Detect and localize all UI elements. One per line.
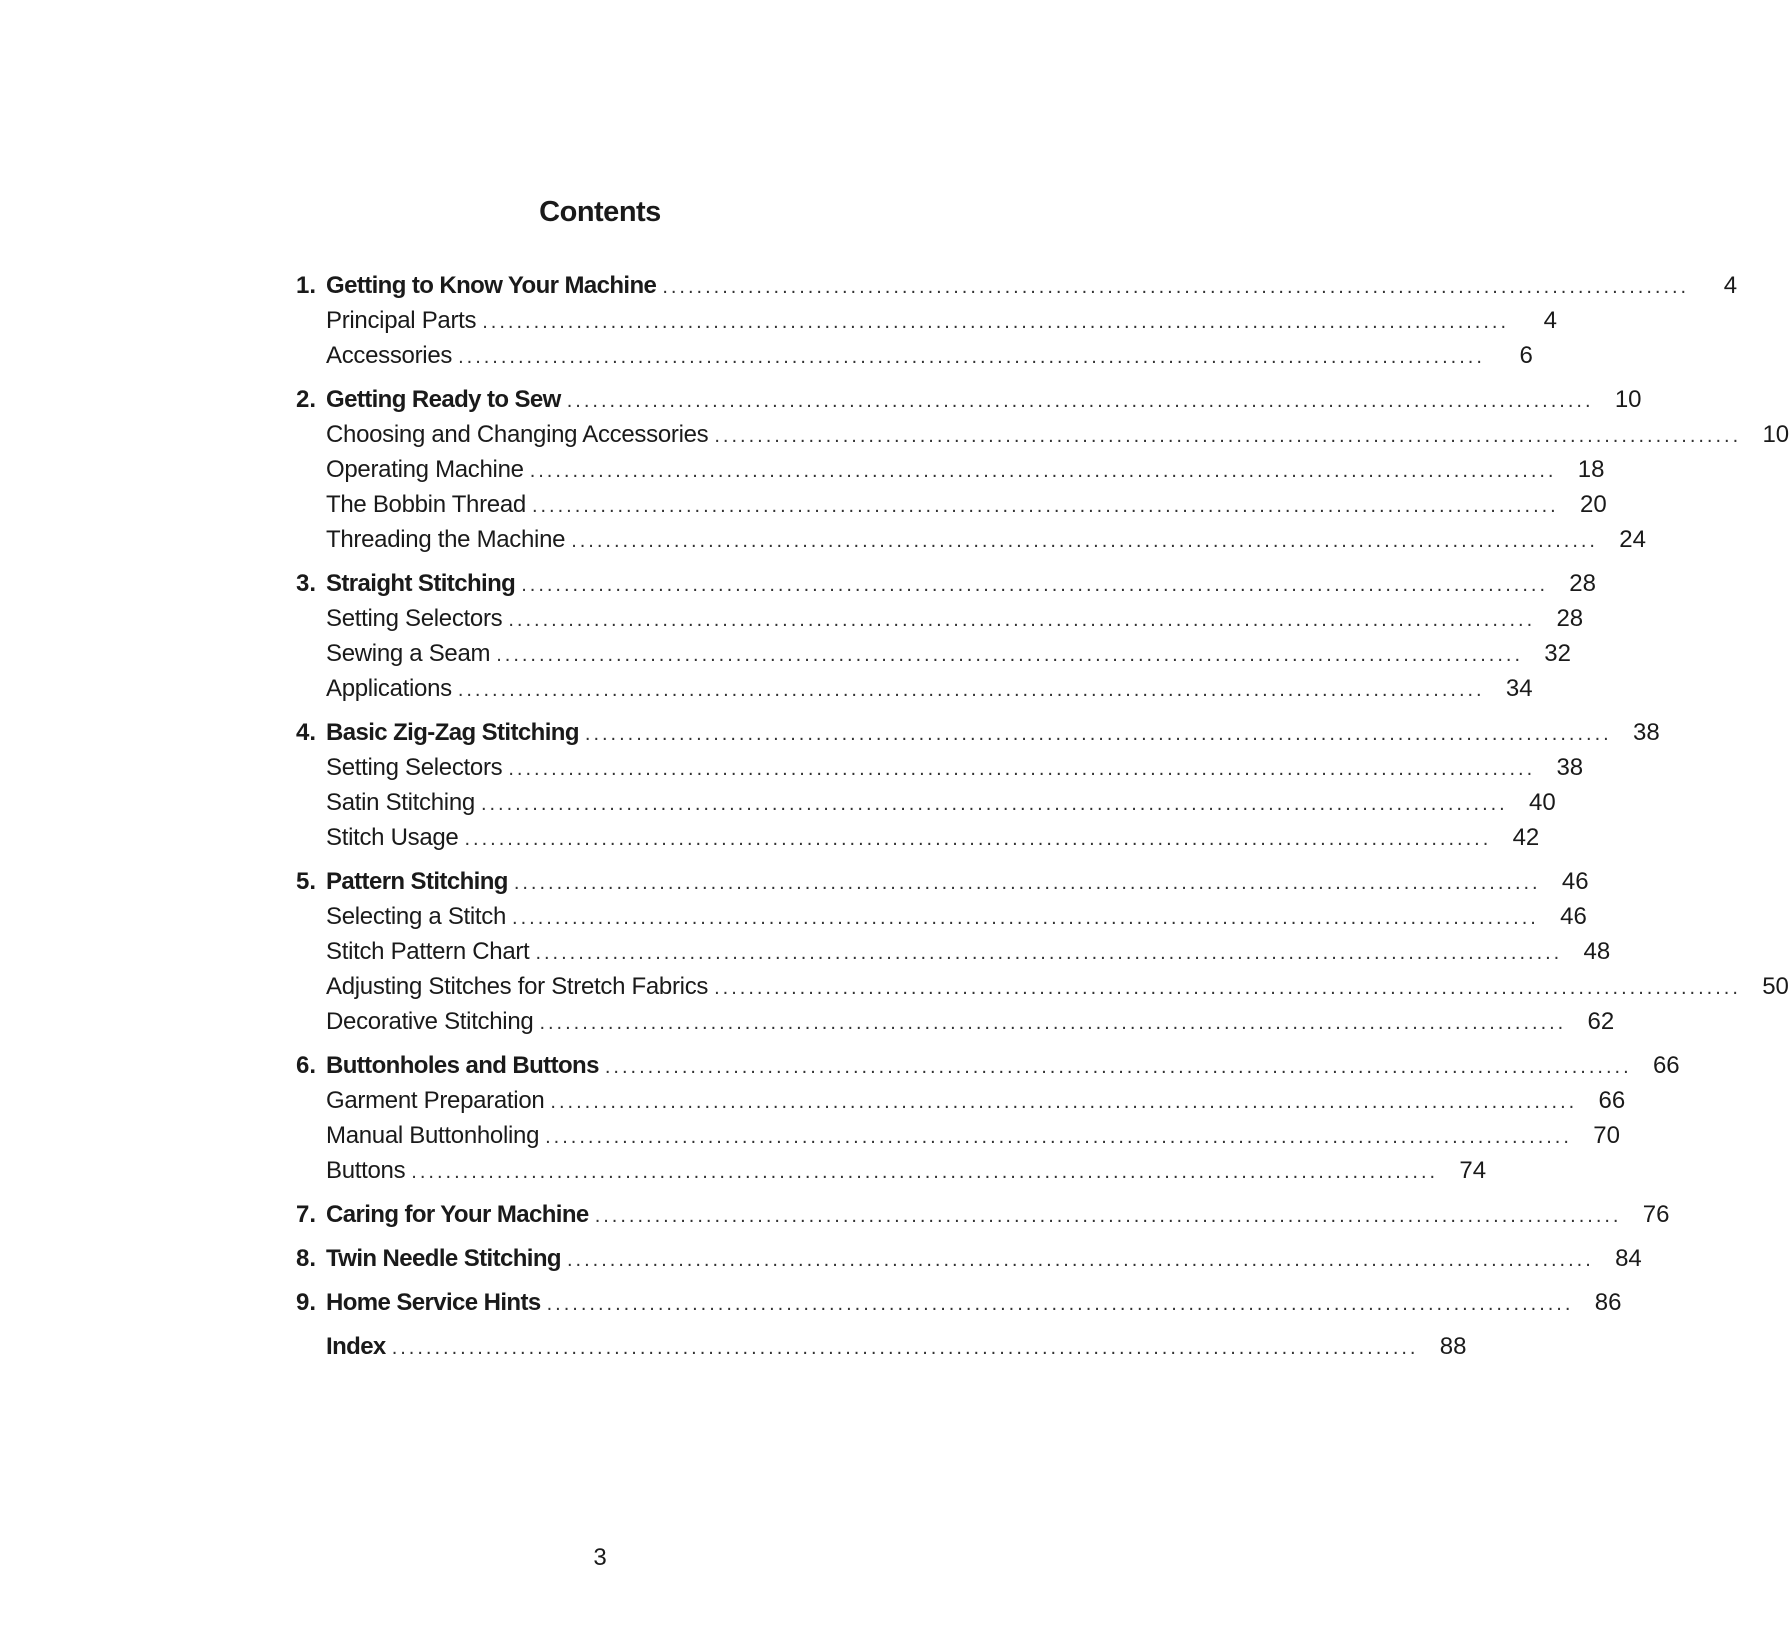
page-ref: 46 [1560, 903, 1587, 930]
dot-leader: ........................................................................................................................ [545, 1126, 1572, 1148]
subsection-title: Threading the Machine [326, 522, 571, 557]
section-number: 7. [296, 1201, 317, 1228]
page-ref: 28 [1569, 570, 1596, 597]
table-of-contents [296, 268, 1789, 1373]
page-ref: 34 [1505, 675, 1533, 702]
toc-section [296, 864, 1789, 1039]
page-ref: 40 [1529, 789, 1556, 816]
dot-leader: ........................................................................................................................ [714, 425, 1742, 447]
section-title: Getting Ready to Sew [326, 382, 567, 417]
toc-entry-section[interactable] [296, 382, 1642, 417]
dot-leader: ........................................................................................................................ [662, 276, 1690, 298]
toc-section [296, 1329, 1467, 1364]
dot-leader: ........................................................................................................................ [513, 872, 1541, 894]
toc-entry-section[interactable] [296, 1285, 1622, 1320]
section-number: 3. [296, 570, 317, 597]
dot-leader: ........................................................................................................................ [566, 1249, 1594, 1271]
page-ref: 10 [1614, 386, 1642, 413]
toc-entry-subsection[interactable] [296, 522, 1646, 557]
page-ref: 38 [1632, 719, 1660, 746]
toc-entry-subsection[interactable] [296, 934, 1611, 969]
subsection-title: Principal Parts [326, 303, 482, 338]
toc-entry-section[interactable] [296, 268, 1738, 303]
toc-entry-subsection[interactable] [296, 303, 1558, 338]
dot-leader: ........................................................................................................................ [604, 1056, 1632, 1078]
subsection-title: Setting Selectors [326, 750, 508, 785]
toc-entry-section[interactable] [296, 1197, 1670, 1232]
dot-leader: ........................................................................................................................ [535, 942, 1563, 964]
dot-leader: ........................................................................................................................ [508, 609, 1536, 631]
dot-leader: ........................................................................................................................ [571, 530, 1598, 552]
toc-entry-index[interactable] [296, 1329, 1467, 1364]
dot-leader: ........................................................................................................................ [521, 574, 1548, 596]
section-title: Getting to Know Your Machine [326, 268, 662, 303]
section-title: Pattern Stitching [326, 864, 514, 899]
subsection-title: The Bobbin Thread [326, 487, 532, 522]
section-title: Straight Stitching [326, 566, 521, 601]
subsection-title: Applications [326, 671, 458, 706]
section-number: 1. [296, 272, 317, 299]
page-ref: 18 [1577, 456, 1605, 483]
page-title: Contents [539, 196, 661, 228]
toc-entry-subsection[interactable] [296, 969, 1789, 1004]
toc-entry-subsection[interactable] [296, 1083, 1626, 1118]
page-ref: 38 [1556, 754, 1584, 781]
dot-leader: ........................................................................................................................ [531, 495, 1559, 517]
subsection-title: Operating Machine [326, 452, 530, 487]
dot-leader: ........................................................................................................................ [566, 390, 1594, 412]
subsection-title: Accessories [326, 338, 458, 373]
subsection-title: Stitch Usage [326, 820, 464, 855]
dot-leader: ........................................................................................................................ [594, 1205, 1622, 1227]
toc-entry-subsection[interactable] [296, 487, 1607, 522]
toc-entry-subsection[interactable] [296, 1118, 1620, 1153]
toc-entry-subsection[interactable] [296, 785, 1556, 820]
dot-leader: ........................................................................................................................ [411, 1161, 1439, 1183]
page-ref: 4 [1543, 307, 1558, 334]
dot-leader: ........................................................................................................................ [546, 1293, 1574, 1315]
section-number: 5. [296, 868, 317, 895]
dot-leader: ........................................................................................................................ [584, 723, 1612, 745]
dot-leader: ........................................................................................................................ [457, 679, 1485, 701]
toc-section [296, 566, 1596, 706]
section-number: 9. [296, 1289, 317, 1316]
page-ref: 66 [1598, 1087, 1626, 1114]
section-title: Caring for Your Machine [326, 1197, 595, 1232]
toc-entry-subsection[interactable] [296, 601, 1584, 636]
subsection-title: Sewing a Seam [326, 636, 496, 671]
toc-entry-subsection[interactable] [296, 636, 1571, 671]
page-ref: 74 [1459, 1157, 1487, 1184]
toc-entry-section[interactable] [296, 1048, 1680, 1083]
section-title: Home Service Hints [326, 1285, 547, 1320]
page-ref: 88 [1439, 1333, 1467, 1360]
toc-entry-subsection[interactable] [296, 338, 1533, 373]
subsection-title: Adjusting Stitches for Stretch Fabrics [326, 969, 714, 1004]
toc-entry-subsection[interactable] [296, 820, 1540, 855]
page-ref: 24 [1619, 526, 1646, 553]
toc-section [296, 715, 1660, 855]
dot-leader: ........................................................................................................................ [482, 311, 1510, 333]
dot-leader: ........................................................................................................................ [550, 1091, 1578, 1113]
page-ref: 28 [1556, 605, 1584, 632]
page-ref: 66 [1652, 1052, 1680, 1079]
page-ref: 4 [1723, 272, 1738, 299]
dot-leader: ........................................................................................................................ [508, 758, 1536, 780]
page-number: 3 [593, 1544, 607, 1571]
page-ref: 76 [1642, 1201, 1670, 1228]
subsection-title: Satin Stitching [326, 785, 481, 820]
subsection-title: Choosing and Changing Accessories [326, 417, 714, 452]
dot-leader: ........................................................................................................................ [458, 346, 1485, 368]
page-ref: 62 [1587, 1008, 1615, 1035]
page-ref: 86 [1594, 1289, 1622, 1316]
section-number: 2. [296, 386, 317, 413]
section-title: Basic Zig-Zag Stitching [326, 715, 585, 750]
toc-entry-subsection[interactable] [296, 899, 1587, 934]
toc-section [296, 1197, 1670, 1232]
toc-entry-subsection[interactable] [296, 417, 1789, 452]
toc-section [296, 268, 1738, 373]
toc-section [296, 1241, 1642, 1276]
dot-leader: ........................................................................................................................ [480, 793, 1508, 815]
section-number: 8. [296, 1245, 317, 1272]
page-ref: 70 [1593, 1122, 1620, 1149]
subsection-title: Setting Selectors [326, 601, 508, 636]
page-ref: 50 [1762, 973, 1789, 1000]
section-title: Buttonholes and Buttons [326, 1048, 605, 1083]
dot-leader: ........................................................................................................................ [496, 644, 1523, 666]
toc-section [296, 382, 1789, 557]
page-ref: 6 [1519, 342, 1533, 369]
toc-entry-subsection[interactable] [296, 452, 1605, 487]
subsection-title: Decorative Stitching [326, 1004, 539, 1039]
dot-leader: ........................................................................................................................ [529, 460, 1557, 482]
subsection-title: Buttons [326, 1153, 411, 1188]
subsection-title: Selecting a Stitch [326, 899, 512, 934]
toc-entry-subsection[interactable] [296, 1004, 1615, 1039]
subsection-title: Stitch Pattern Chart [326, 934, 535, 969]
page-ref: 48 [1583, 938, 1611, 965]
toc-entry-subsection[interactable] [296, 750, 1584, 785]
page-ref: 20 [1580, 491, 1607, 518]
page-ref: 32 [1544, 640, 1571, 667]
dot-leader: ........................................................................................................................ [512, 907, 1539, 929]
dot-leader: ........................................................................................................................ [714, 977, 1741, 999]
subsection-title: Manual Buttonholing [326, 1118, 545, 1153]
page-ref: 84 [1615, 1245, 1642, 1272]
page-ref: 10 [1762, 421, 1789, 448]
toc-entry-section[interactable] [296, 715, 1660, 750]
toc-entry-subsection[interactable] [296, 1153, 1487, 1188]
page-ref: 46 [1561, 868, 1589, 895]
dot-leader: ........................................................................................................................ [539, 1012, 1567, 1034]
dot-leader: ........................................................................................................................ [464, 828, 1492, 850]
section-number: 6. [296, 1052, 317, 1079]
toc-entry-subsection[interactable] [296, 671, 1533, 706]
section-title: Twin Needle Stitching [326, 1241, 567, 1276]
toc-section [296, 1048, 1680, 1188]
page-ref: 42 [1512, 824, 1540, 851]
section-number: 4. [296, 719, 317, 746]
section-title: Index [326, 1329, 392, 1364]
subsection-title: Garment Preparation [326, 1083, 550, 1118]
toc-entry-section[interactable] [296, 566, 1596, 601]
dot-leader: ........................................................................................................................ [391, 1337, 1419, 1359]
toc-entry-section[interactable] [296, 864, 1589, 899]
toc-entry-section[interactable] [296, 1241, 1642, 1276]
toc-section [296, 1285, 1622, 1320]
